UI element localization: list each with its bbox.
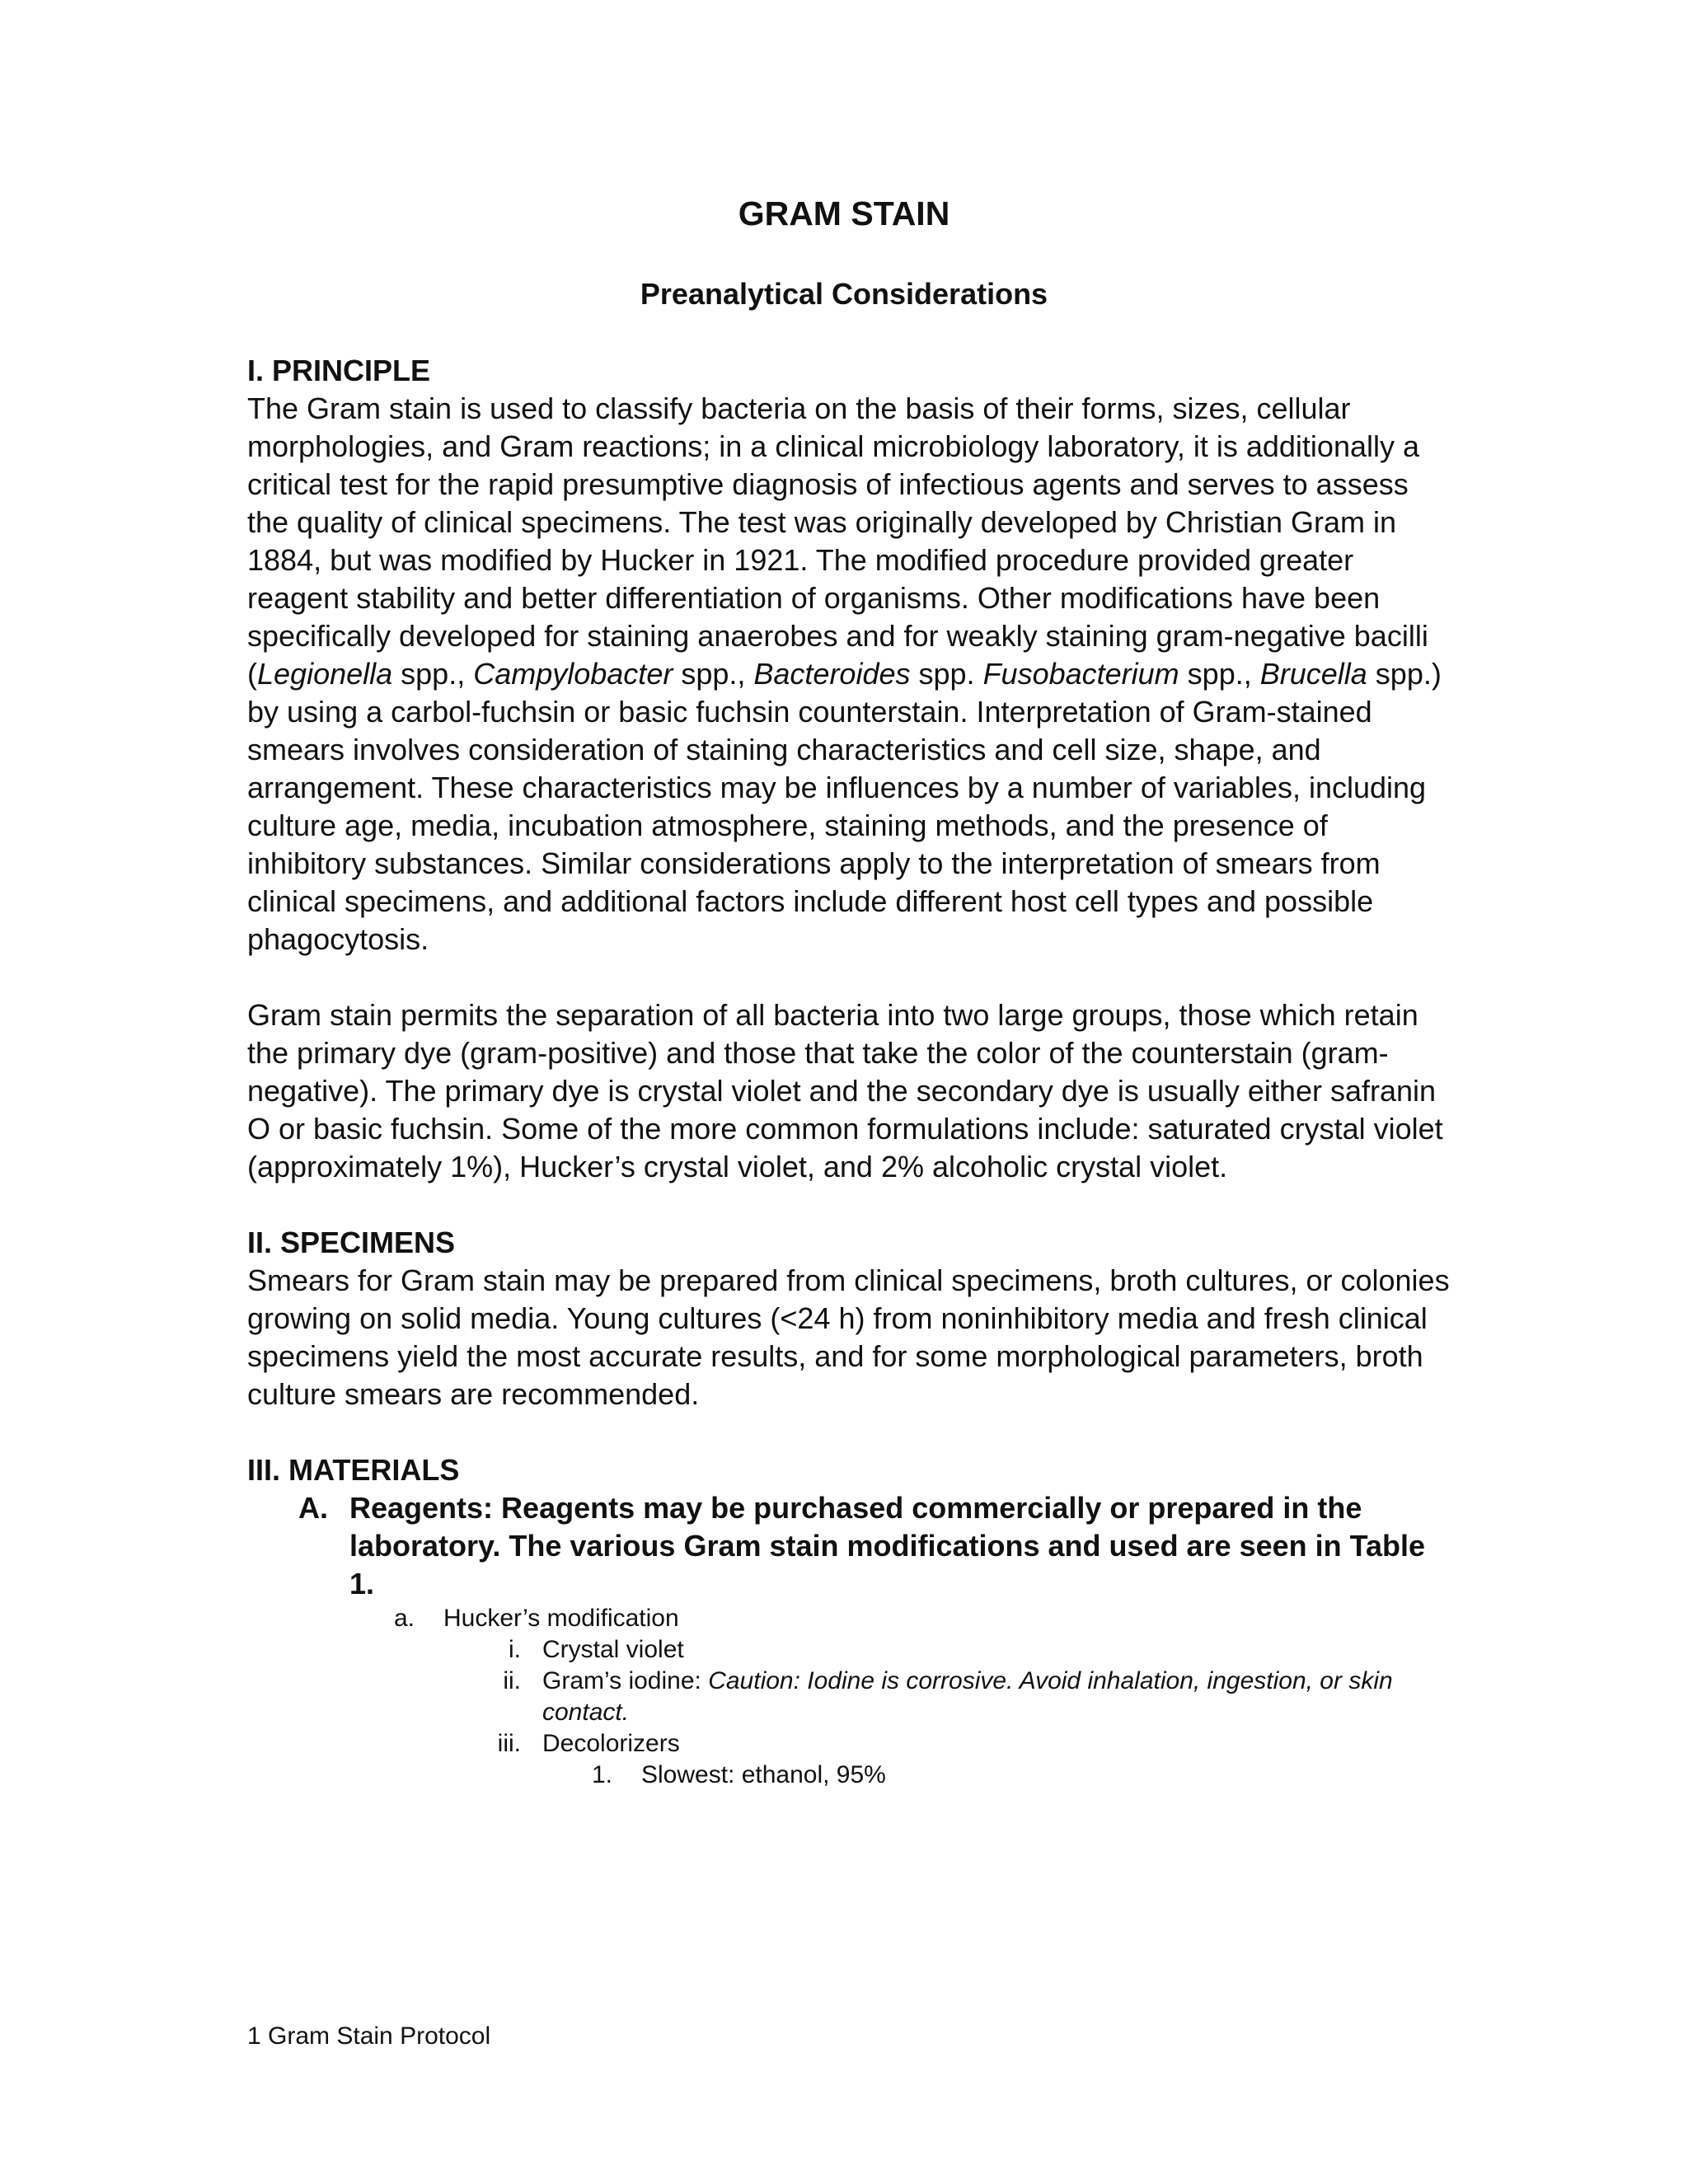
section-heading-specimens: II. SPECIMENS — [247, 1226, 456, 1259]
genus-legionella: Legionella — [257, 657, 393, 691]
spp-text: spp., — [392, 657, 474, 691]
list-item-i — [247, 1634, 1451, 1666]
reagents-text: Reagents: Reagents may be purchased commercially or prepared in the laboratory. The various Gram stain modifications and used are seen in Table 1. — [349, 1491, 1426, 1601]
document-body — [247, 352, 1451, 1791]
genus-campylobacter: Campylobacter — [473, 657, 673, 691]
spp-text: spp. — [910, 657, 983, 691]
list-item-iii — [247, 1728, 1451, 1760]
reagents-label: A. — [298, 1491, 328, 1525]
page-subtitle: Preanalytical Considerations — [640, 277, 1048, 311]
list-marker: i. — [509, 1636, 521, 1663]
specimens-paragraph: Smears for Gram stain may be prepared from clinical specimens, broth cultures, or colonies growing on solid media. Young cultures (<24 h) from noninhibitory media and fresh clinical specimens yield the most accurate results, and for some morphological parameters, broth culture smears are recommended. — [247, 1263, 1450, 1411]
principle-paragraph-1 — [247, 390, 1451, 958]
list-item-text: Slowest: ethanol, 95% — [641, 1761, 886, 1788]
principle-paragraph-2: Gram stain permits the separation of all bacteria into two large groups, those which retain the primary dye (gram-positive) and those that take the color of the counterstain (gram-negative). The primary dye is crystal violet and the secondary dye is usually either safranin O or basic fuchsin. Some of the more common formulations include: saturated crystal violet (approximately 1%), Hucker’s crystal violet, and 2% alcoholic crystal violet. — [247, 998, 1443, 1183]
section-heading-principle: I. PRINCIPLE — [247, 354, 431, 387]
genus-fusobacterium: Fusobacterium — [982, 657, 1179, 691]
reagent-list — [247, 1603, 1451, 1791]
page-footer: 1 Gram Stain Protocol — [247, 2022, 491, 2050]
list-item-text: Decolorizers — [542, 1730, 680, 1757]
principle-text-a: The Gram stain is used to classify bacteria on the basis of their forms, sizes, cellular morphologies, and Gram reactions; in a clinical microbiology laboratory, it is additionally a critical test for the rapid presumptive diagnosis of infectious agents and serves to assess the quality of clinical specimens. The test was originally developed by Christian Gram in 1884, but was modified by Hucker in 1921. The modified procedure provided greater reagent stability and better differentiation of organisms. Other modifications have been specifically developed for staining anaerobes and for weakly staining gram-negative bacilli ( — [247, 391, 1428, 691]
list-marker: ii. — [503, 1667, 521, 1694]
list-item-1 — [247, 1760, 1451, 1791]
list-item-a — [247, 1603, 1451, 1634]
reagents-heading — [298, 1489, 1451, 1603]
section-heading-materials: III. MATERIALS — [247, 1453, 460, 1487]
list-marker: iii. — [497, 1730, 521, 1757]
caution-note: Caution: Iodine is corrosive. Avoid inhalation, ingestion, or skin contact. — [542, 1667, 1393, 1726]
list-marker: 1. — [592, 1761, 613, 1788]
genus-bacteroides: Bacteroides — [753, 657, 911, 691]
principle-text-b: spp.) by using a carbol-fuchsin or basic fuchsin counterstain. Interpretation of Gram-stained smears involves consideration of staining characteristics and cell size, shape, and arrangement. These characteristics may be influences by a number of variables, including culture age, media, incubation atmosphere, staining methods, and the presence of inhibitory substances. Similar considerations apply to the interpretation of smears from clinical specimens, and additional factors include different host cell types and possible phagocytosis. — [247, 657, 1442, 956]
spp-text: spp., — [673, 657, 754, 691]
list-item-text: Hucker’s modification — [443, 1605, 679, 1632]
page-title: GRAM STAIN — [738, 194, 950, 232]
spp-text: spp., — [1179, 657, 1260, 691]
list-marker: a. — [394, 1605, 415, 1632]
genus-brucella: Brucella — [1259, 657, 1367, 691]
list-item-text: Crystal violet — [542, 1636, 684, 1663]
list-item-ii — [247, 1666, 1451, 1728]
list-item-text: Gram’s iodine: — [542, 1667, 709, 1694]
